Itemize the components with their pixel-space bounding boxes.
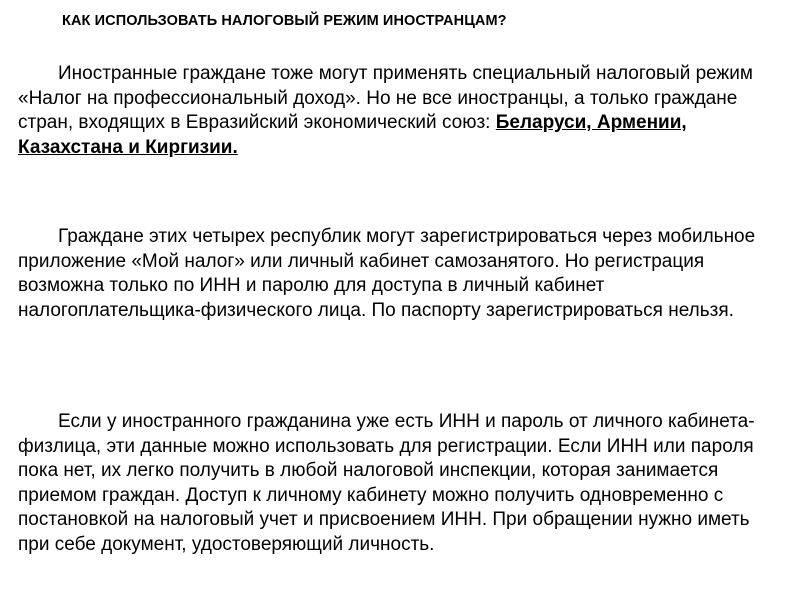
page-title: КАК ИСПОЛЬЗОВАТЬ НАЛОГОВЫЙ РЕЖИМ ИНОСТРАНЦАМ?: [62, 13, 507, 29]
paragraph-eaeu-eligibility: [18, 62, 778, 160]
paragraph-eaeu-text: Иностранные граждане тоже могут применять специальный налоговый режим «Налог на профессиональный доход». Но не все иностранцы, а только граждане стран, входящих в Евразийский экономический союз:: [18, 63, 753, 133]
eaeu-countries-list: Беларуси, Армении, Казахстана и Киргизии.: [18, 112, 687, 158]
paragraph-registration-method: Граждане этих четырех республик могут зарегистрироваться через мобильное приложение «Мой налог» или личный кабинет самозанятого. Но регистрация возможна только по ИНН и паролю для доступа в личный кабинет налогоплательщика-физического лица. По паспорту зарегистрироваться нельзя.: [18, 226, 756, 321]
paragraph-obtaining-inn: Если у иностранного гражданина уже есть ИНН и пароль от личного кабинета-физлица, эти данные можно использовать для регистрации. Если ИНН или пароля пока нет, их легко получить в любой налоговой инспекции, которая занимается приемом граждан. Доступ к личному кабинету можно получить одновременно с постановкой на налоговый учет и присвоением ИНН. При обращении нужно иметь при себе документ, удостоверяющий личность.: [18, 411, 755, 555]
